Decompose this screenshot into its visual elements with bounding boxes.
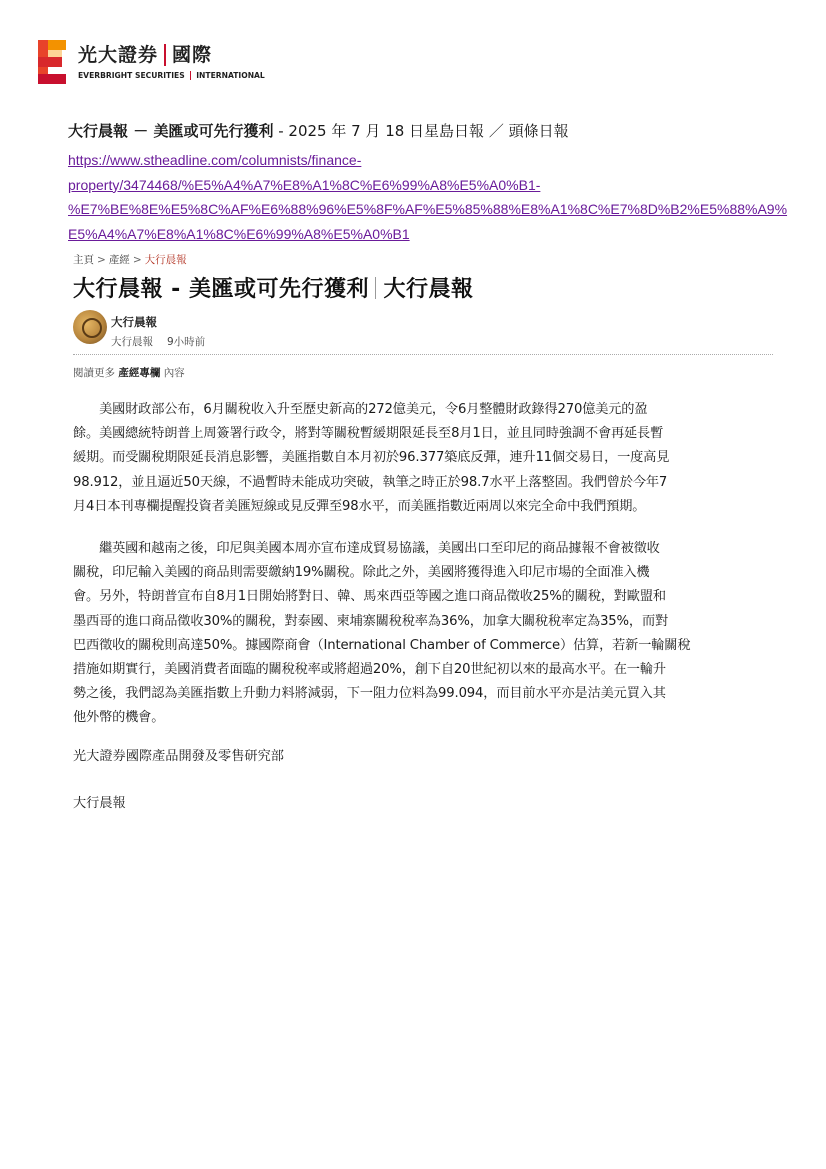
title-divider	[375, 277, 377, 299]
article-paragraph-1	[73, 398, 773, 519]
everbright-logo	[38, 40, 265, 84]
magnifier-icon	[82, 318, 102, 338]
paragraph-line: 勢之後，我們認為美匯指數上升動力料將減弱，下一阻力位料為99.094，而目前水平亦是沽美元買入其	[73, 686, 666, 702]
document-headline	[68, 121, 569, 141]
logo-divider-small	[190, 71, 192, 80]
breadcrumb-current[interactable]: 大行晨報	[144, 254, 187, 266]
read-more-link[interactable]: 產經專欄	[118, 367, 161, 379]
url-line[interactable]: %E7%BE%8E%E5%8C%AF%E6%88%96%E5%8F%AF%E5%85%88%E8%A1%8C%E7%8D%B2%E5%88%A9%	[68, 201, 788, 217]
headline-title: 大行晨報 － 美匯或可先行獲利	[68, 122, 274, 140]
paragraph-line: 繼英國和越南之後，印尼與美國本周亦宣布達成貿易協議，美國出口至印尼的商品據報不會被徵收	[73, 541, 660, 556]
paragraph-line: 98.912，並且逼近50天線，不過暫時未能成功突破，執筆之時正於98.7水平上落整固。我們曾於今年7	[73, 474, 668, 490]
paragraph-line: 巴西徵收的關稅則高達50%。據國際商會（International Chamber of Commerce）估算，若新一輪關稅	[73, 637, 691, 653]
logo-division-zh: 國際	[172, 43, 213, 66]
read-more-suffix: 內容	[163, 367, 185, 379]
headline-source: - 2025 年 7 月 18 日星島日報 ／ 頭條日報	[273, 122, 569, 140]
article-title	[73, 272, 473, 303]
logo-divider	[164, 44, 166, 66]
author-meta-name: 大行晨報	[111, 336, 153, 348]
breadcrumb-separator: >	[97, 254, 106, 266]
paragraph-line: 餘。美國總統特朗普上周簽署行政令，將對等關稅暫緩期限延長至8月1日，並且同時強調不會再延長暫	[73, 426, 664, 442]
logo-name-zh: 光大證券	[78, 43, 159, 66]
author-avatar[interactable]	[73, 310, 107, 344]
article-paragraph-2	[73, 537, 773, 731]
everbright-logo-icon	[38, 40, 70, 84]
read-more-prefix: 閱讀更多	[73, 367, 115, 379]
read-more	[73, 365, 185, 380]
paragraph-line: 他外幣的機會。	[73, 710, 165, 726]
publish-time: 9小時前	[167, 336, 206, 348]
author-meta	[111, 334, 205, 349]
article-title-main: 大行晨報 - 美匯或可先行獲利	[73, 277, 369, 302]
url-line[interactable]: property/3474468/%E5%A4%A7%E8%A1%8C%E6%99%A8%E5%A0%B1-	[68, 176, 541, 193]
logo-division-en: INTERNATIONAL	[196, 70, 265, 80]
breadcrumb-separator: >	[132, 254, 142, 266]
paragraph-line: 關稅，印尼輸入美國的商品則需要繳納19%關稅。除此之外，美國將獲得進入印尼市場的全面准入機	[73, 565, 650, 581]
paragraph-line: 美國財政部公布，6月關稅收入升至歷史新高的272億美元，令6月整體財政錄得270億美元的盈	[73, 402, 648, 417]
signature-column: 大行晨報	[73, 796, 126, 811]
breadcrumb	[73, 252, 187, 267]
url-line[interactable]: https://www.stheadline.com/columnists/finance-	[68, 152, 362, 168]
signature-department: 光大證券國際產品開發及零售研究部	[73, 749, 284, 764]
article-url-link[interactable]	[68, 148, 788, 246]
paragraph-line: 月4日本刊專欄提醒投資者美匯短線或見反彈至98水平，而美匯指數近兩周以來完全命中我們預期。	[73, 498, 646, 514]
logo-name-en: EVERBRIGHT SECURITIES	[78, 70, 185, 80]
breadcrumb-home[interactable]: 主頁	[73, 254, 94, 266]
article-title-column: 大行晨報	[383, 277, 474, 302]
breadcrumb-section[interactable]: 產經	[108, 254, 130, 266]
url-line[interactable]: E5%A4%A7%E8%A1%8C%E6%99%A8%E5%A0%B1	[68, 225, 410, 242]
dotted-divider	[73, 354, 773, 355]
paragraph-line: 措施如期實行，美國消費者面臨的關稅稅率或將超過20%，創下自20世紀初以來的最高水平。在一輪升	[73, 662, 666, 678]
paragraph-line: 墨西哥的進口商品徵收30%的關稅，對泰國、柬埔寨關稅稅率為36%，加拿大關稅稅率定為35%，而對	[73, 613, 669, 629]
author-name[interactable]: 大行晨報	[111, 315, 157, 329]
paragraph-line: 緩期。而受關稅期限延長消息影響，美匯指數自本月初於96.377築底反彈，連升11個交易日，一度高見	[73, 450, 670, 466]
paragraph-line: 會。另外，特朗普宣布自8月1日開始將對日、韓、馬來西亞等國之進口商品徵收25%的關稅，對歐盟和	[73, 589, 666, 605]
